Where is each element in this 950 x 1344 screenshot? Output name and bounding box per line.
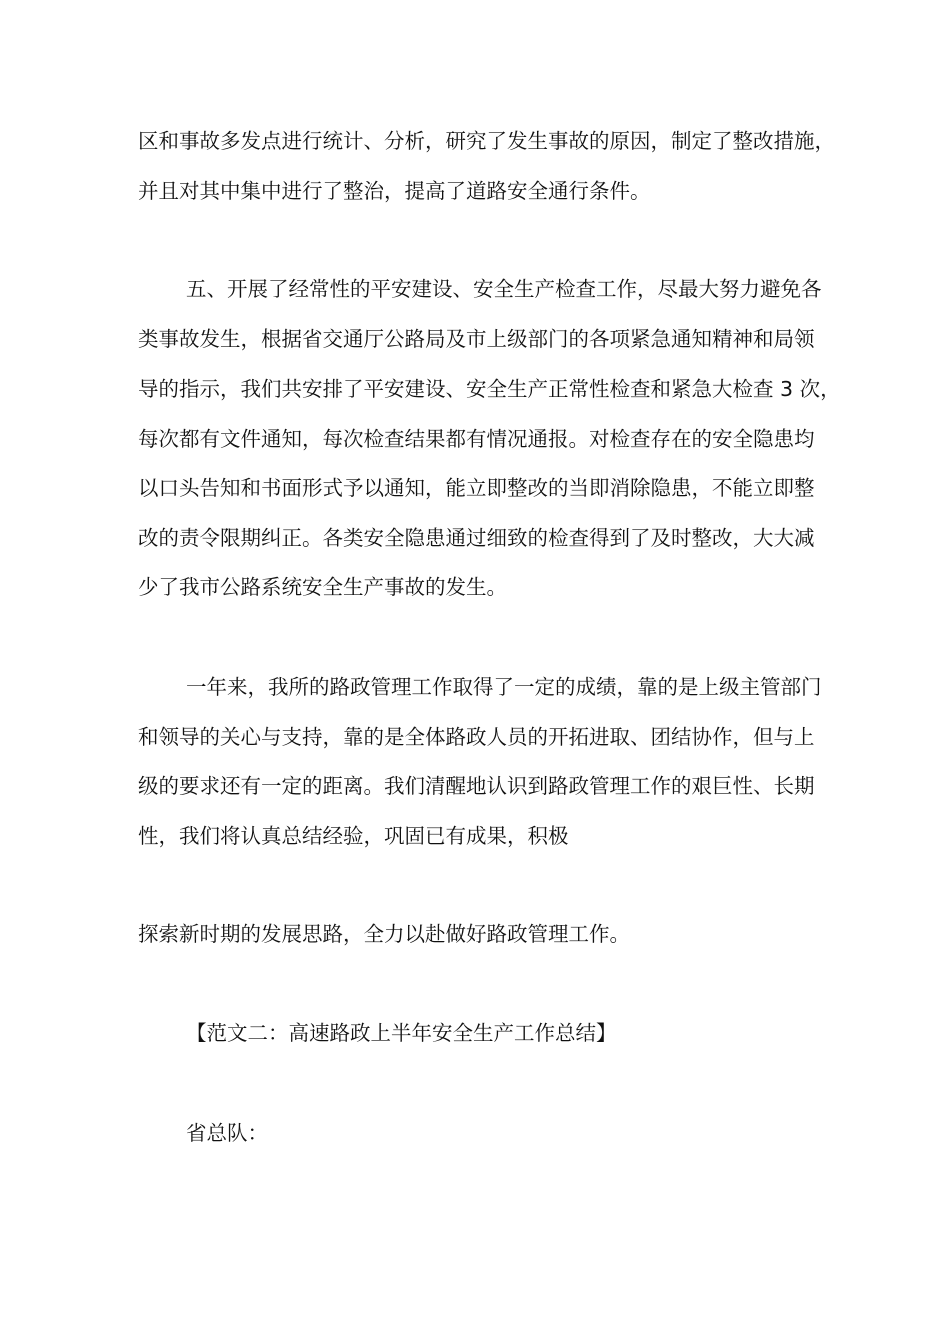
paragraph-2-line-2: 类事故发生，根据省交通厅公路局及市上级部门的各项紧急通知精神和局领 bbox=[138, 327, 815, 351]
paragraph-2-line-7: 少了我市公路系统安全生产事故的发生。 bbox=[138, 575, 507, 599]
paragraph-3-line-3: 级的要求还有一定的距离。我们清醒地认识到路政管理工作的艰巨性、长期 bbox=[138, 774, 815, 798]
paragraph-2-line-5: 以口头告知和书面形式予以通知，能立即整改的当即消除隐患，不能立即整 bbox=[138, 476, 815, 500]
paragraph-2-line-1: 五、开展了经常性的平安建设、安全生产检查工作，尽最大努力避免各 bbox=[186, 277, 822, 301]
paragraph-4-line-1: 探索新时期的发展思路，全力以赴做好路政管理工作。 bbox=[138, 922, 630, 946]
paragraph-3-line-4: 性，我们将认真总结经验，巩固已有成果，积极 bbox=[138, 824, 569, 848]
paragraph-3-line-2: 和领导的关心与支持，靠的是全体路政人员的开拓进取、团结协作，但与上 bbox=[138, 725, 815, 749]
paragraph-2-line-6: 改的责令限期纠正。各类安全隐患通过细致的检查得到了及时整改，大大减 bbox=[138, 526, 815, 550]
salutation: 省总队： bbox=[186, 1121, 268, 1145]
paragraph-2-line-4: 每次都有文件通知，每次检查结果都有情况通报。对检查存在的安全隐患均 bbox=[138, 427, 815, 451]
paragraph-1-line-2: 并且对其中集中进行了整治，提高了道路安全通行条件。 bbox=[138, 179, 651, 203]
paragraph-3-line-1: 一年来，我所的路政管理工作取得了一定的成绩，靠的是上级主管部门 bbox=[186, 675, 822, 699]
paragraph-2-line-3: 导的指示，我们共安排了平安建设、安全生产正常性检查和紧急大检查 3 次， bbox=[138, 377, 841, 401]
section-heading: 【范文二：高速路政上半年安全生产工作总结】 bbox=[186, 1021, 617, 1045]
paragraph-1-line-1: 区和事故多发点进行统计、分析，研究了发生事故的原因，制定了整改措施， bbox=[138, 129, 835, 153]
